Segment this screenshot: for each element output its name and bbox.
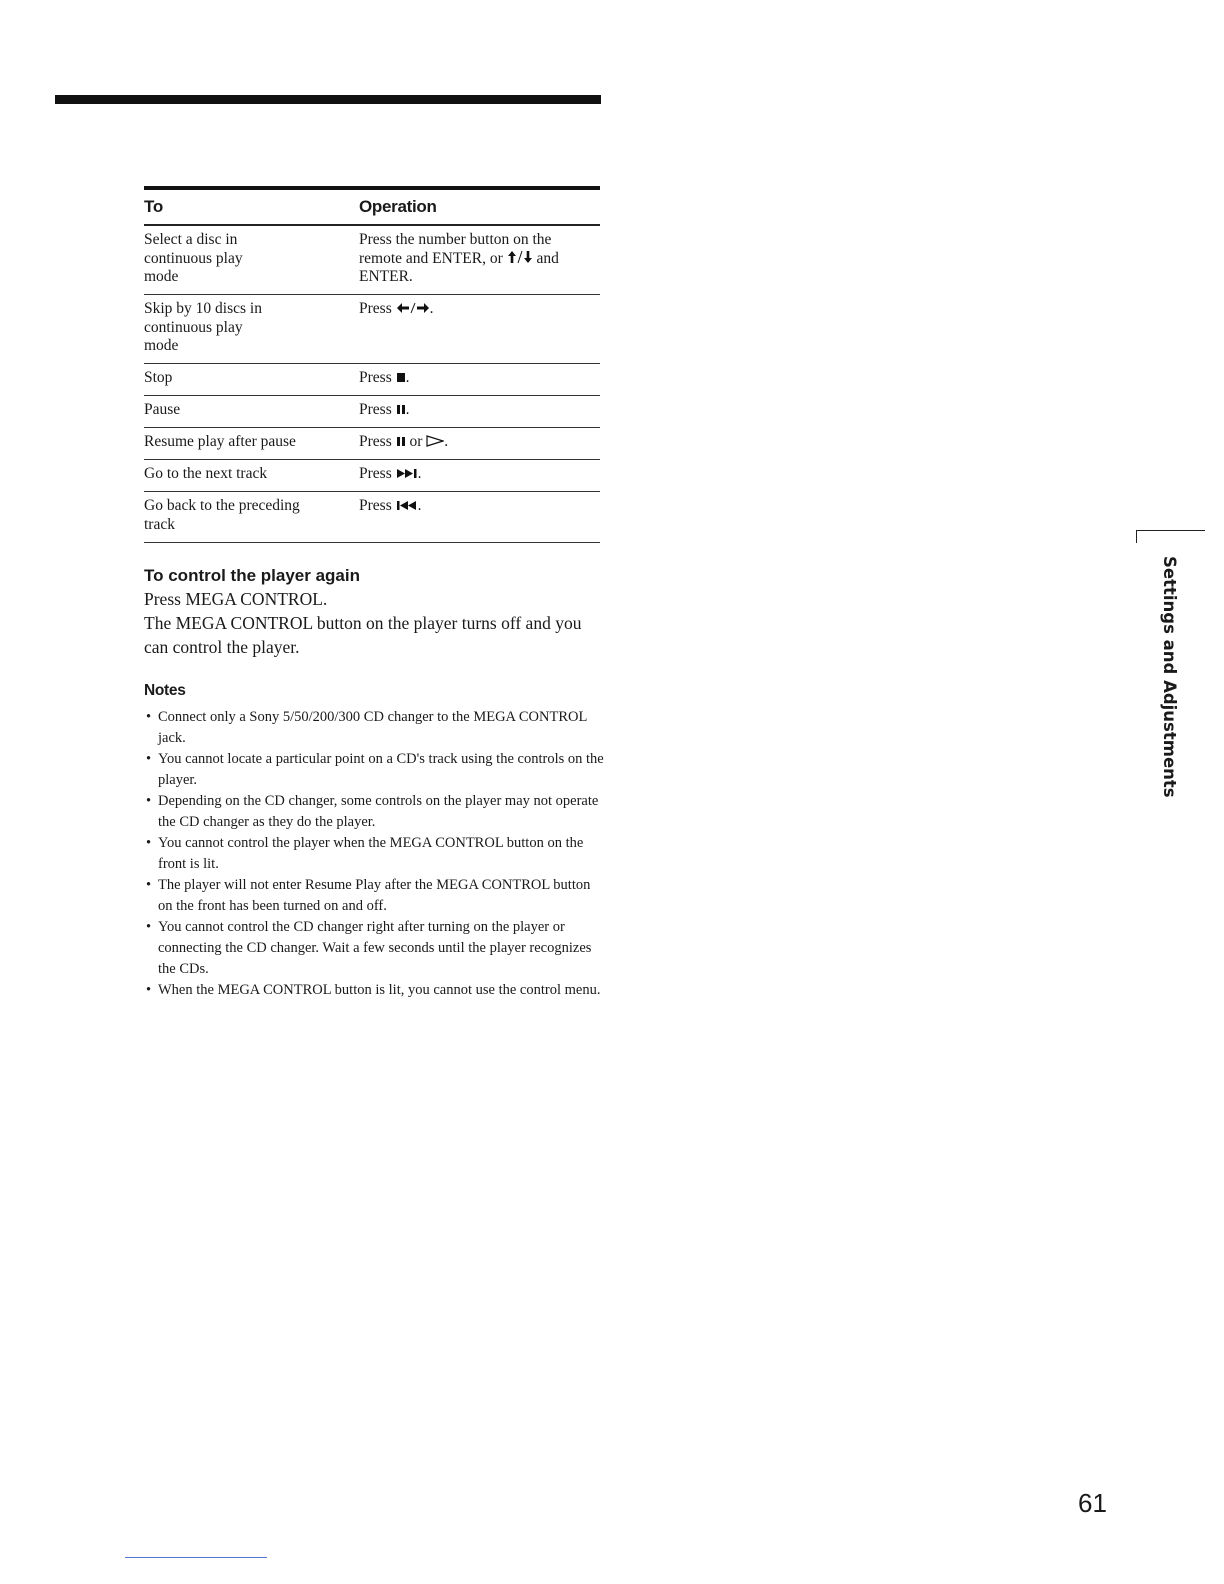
- stop-icon: [396, 372, 406, 383]
- notes-list: [144, 707, 604, 1001]
- table-header: [144, 190, 600, 226]
- section-heading: To control the player again: [144, 566, 360, 585]
- row-operation: [359, 460, 600, 491]
- op-text: Press: [359, 401, 396, 418]
- table-row: [144, 492, 600, 543]
- note-item: • When the MEGA CONTROL button is lit, you cannot use the control menu.: [144, 980, 604, 1001]
- table-row: [144, 295, 600, 364]
- row-operation: [359, 396, 600, 427]
- bottom-rule: [125, 1557, 267, 1558]
- table-row: [144, 460, 600, 492]
- header-to: To: [144, 197, 163, 216]
- op-text: or: [405, 433, 427, 450]
- side-section-tab: [1155, 556, 1179, 796]
- row-to: Select a disc in continuous play mode: [144, 231, 243, 285]
- previous-track-icon: [396, 500, 418, 511]
- op-text: .: [405, 369, 410, 386]
- row-operation: [359, 295, 600, 363]
- op-text: .: [405, 401, 410, 418]
- side-tab-bracket: [1136, 530, 1205, 543]
- header-operation: Operation: [359, 197, 437, 216]
- row-to: Pause: [144, 401, 181, 418]
- note-item: • The player will not enter Resume Play after the MEGA CONTROL button on the front has been turned on and off.: [144, 875, 604, 917]
- note-item: • Depending on the CD changer, some controls on the player may not operate the CD changer as they do the player.: [144, 791, 604, 833]
- row-operation: [359, 226, 600, 294]
- op-text: Press: [359, 433, 396, 450]
- section-line-1: Press MEGA CONTROL.: [144, 589, 328, 609]
- note-item: • Connect only a Sony 5/50/200/300 CD changer to the MEGA CONTROL jack.: [144, 707, 604, 749]
- row-to: Stop: [144, 369, 173, 386]
- page-number: 61: [1078, 1488, 1107, 1518]
- next-track-icon: [396, 468, 418, 479]
- operation-table: [144, 186, 600, 543]
- control-again-section: [144, 565, 604, 659]
- row-to: Go to the next track: [144, 465, 268, 482]
- op-text: .: [417, 465, 422, 482]
- row-to: Resume play after pause: [144, 433, 296, 450]
- table-row: [144, 396, 600, 428]
- op-text: Press: [359, 300, 396, 317]
- play-icon: [426, 435, 444, 447]
- row-to: Skip by 10 discs in continuous play mode: [144, 300, 262, 354]
- note-item: • You cannot control the CD changer right after turning on the player or connecting the CD changer. Wait a few seconds until the player recognizes the CDs.: [144, 917, 604, 980]
- op-text: Press: [359, 369, 396, 386]
- op-text: Press the number button on the remote and ENTER, or: [359, 231, 552, 267]
- op-text: .: [429, 300, 434, 317]
- notes-section: [144, 681, 604, 1001]
- up-down-arrow-icon: [507, 250, 533, 264]
- top-rule: [55, 95, 601, 104]
- row-operation: [359, 492, 600, 542]
- row-operation: [359, 364, 600, 395]
- pause-icon: [396, 404, 406, 415]
- table-row: [144, 364, 600, 396]
- op-text: Press: [359, 497, 396, 514]
- op-text: .: [444, 433, 449, 450]
- op-text: and ENTER.: [359, 249, 559, 285]
- row-operation: [359, 428, 600, 459]
- side-tab-label: Settings and Adjustments: [1160, 556, 1179, 798]
- note-item: • You cannot control the player when the MEGA CONTROL button on the front is lit.: [144, 833, 604, 875]
- table-row: [144, 226, 600, 295]
- pause-icon: [396, 436, 406, 447]
- row-to: Go back to the preceding track: [144, 497, 300, 533]
- notes-heading: Notes: [144, 682, 186, 699]
- op-text: .: [417, 497, 422, 514]
- section-line-2: The MEGA CONTROL button on the player turns off and you can control the player.: [144, 613, 582, 657]
- op-text: Press: [359, 465, 396, 482]
- table-row: [144, 428, 600, 460]
- note-item: • You cannot locate a particular point on a CD's track using the controls on the player.: [144, 749, 604, 791]
- left-right-arrow-icon: [396, 302, 430, 314]
